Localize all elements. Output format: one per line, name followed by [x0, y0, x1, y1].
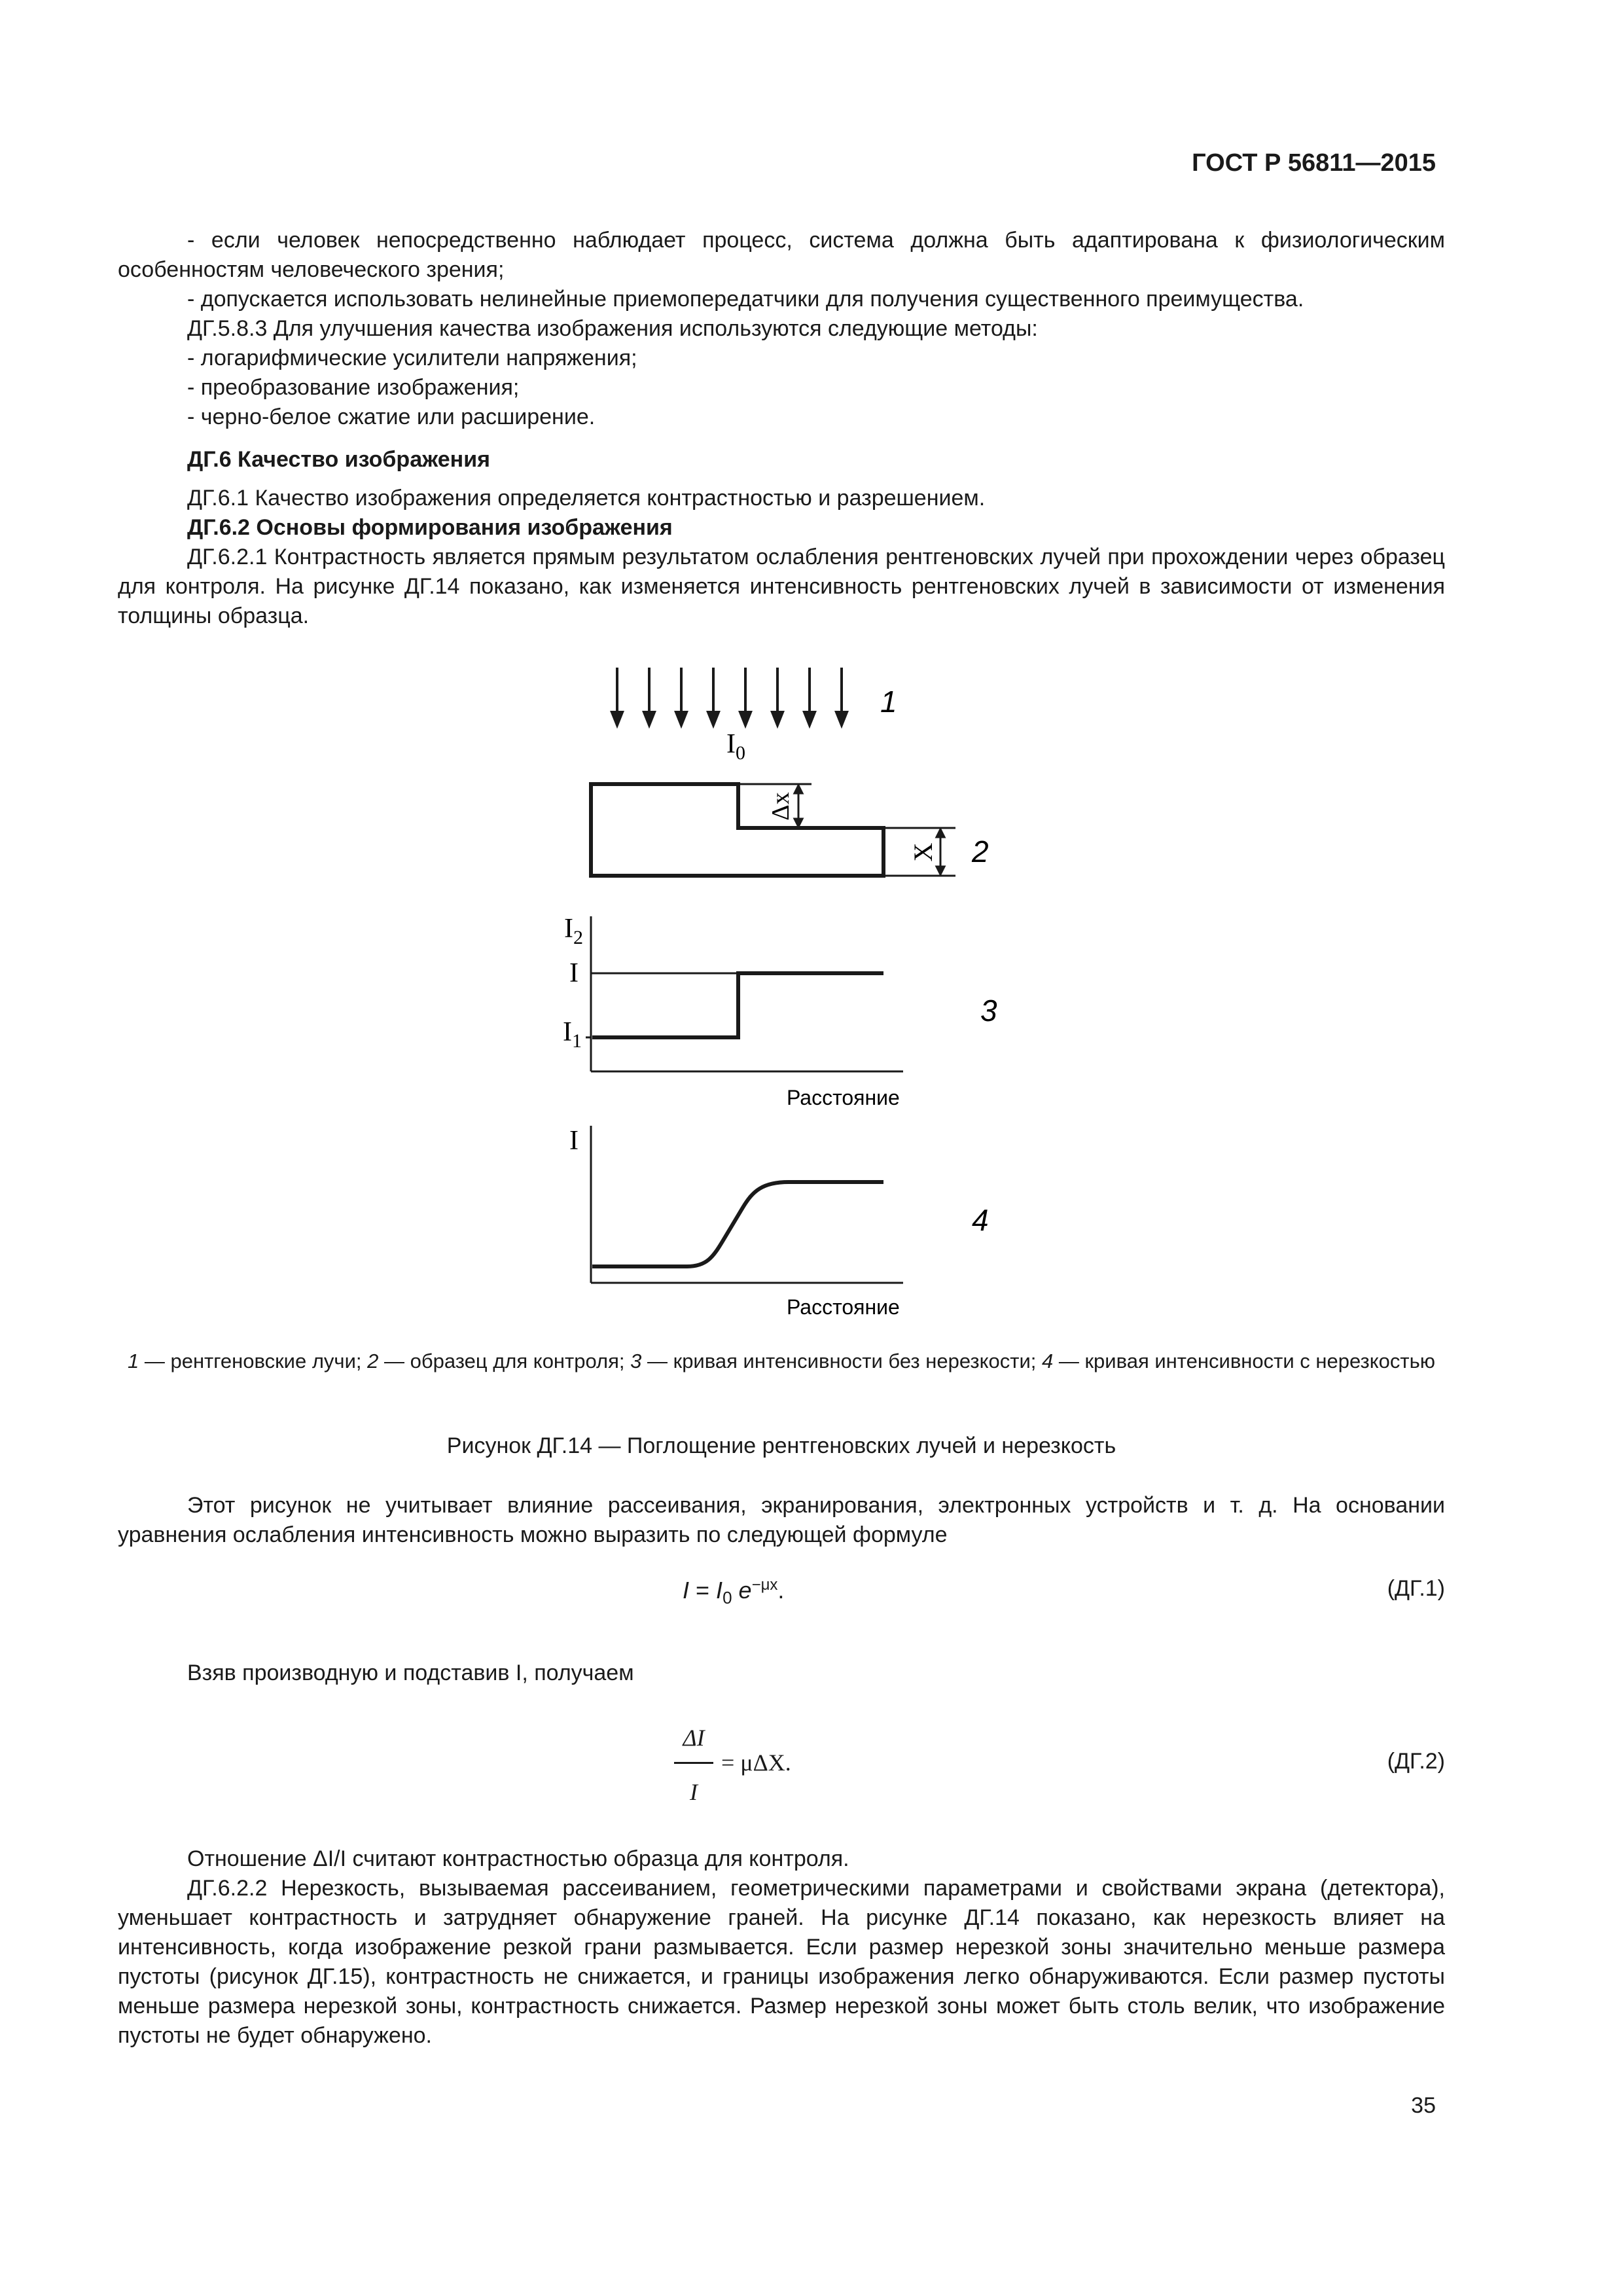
- list-item: ДГ.5.8.3 Для улучшения качества изображения используются следующие методы:: [187, 316, 1038, 341]
- xray-arrow-head: [644, 712, 654, 725]
- legend-text: — рентгеновские лучи;: [139, 1350, 368, 1372]
- paragraph: ДГ.6.1 Качество изображения определяется контрастностью и разрешением.: [187, 486, 986, 511]
- label-3: 3: [980, 994, 997, 1028]
- paragraph: Взяв производную и подставив I, получаем: [187, 1660, 634, 1685]
- paragraph: ДГ.6.2.1 Контрастность является прямым результатом ослабления рентгеновских лучей при прохождении через образец для контроля. На рисунке ДГ.14 показано, как изменяется интенсивность рентгеновских лучей в зависимости от изменения толщины образца.: [118, 545, 1445, 628]
- specimen: [591, 784, 883, 876]
- formula-number: (ДГ.2): [1387, 1749, 1445, 1774]
- text-block-bottom: [118, 1844, 1445, 2051]
- legend-number: 1: [127, 1350, 139, 1372]
- xray-arrow-head: [676, 712, 687, 725]
- label-2: 2: [972, 834, 989, 869]
- label-i0: $I_0$: [726, 729, 745, 764]
- label-i-bottom: I: [569, 1126, 579, 1156]
- label-1: 1: [880, 685, 897, 719]
- page-number: 35: [1411, 2093, 1436, 2118]
- list-item: - допускается использовать нелинейные приемопередатчики для получения существенного преимущества.: [187, 287, 1304, 312]
- formula-rhs: = μΔX.: [721, 1749, 791, 1776]
- xray-arrow-head: [740, 712, 751, 725]
- list-item: - логарифмические усилители напряжения;: [187, 346, 637, 370]
- fraction: [674, 1724, 713, 1806]
- xray-arrow-head: [836, 712, 847, 725]
- xray-arrow-head: [772, 712, 783, 725]
- fraction-bar: [674, 1762, 713, 1764]
- formula-number: (ДГ.1): [1387, 1576, 1445, 1601]
- formula-dg2: [118, 1724, 1445, 1816]
- xray-arrows: [612, 668, 847, 725]
- formula-body: $I = I_0$ $e^{-\mu x}$.: [683, 1576, 785, 1608]
- legend-number: 3: [630, 1350, 642, 1372]
- legend-number: 4: [1042, 1350, 1054, 1372]
- list-item: - черно-белое сжатие или расширение.: [187, 404, 596, 429]
- label-i2: $I_2$: [564, 914, 583, 948]
- paragraph: Отношение ΔI/I считают контрастностью образца для контроля.: [187, 1846, 849, 1871]
- graph-3-axes: [586, 916, 903, 1071]
- figure-title: Рисунок ДГ.14 — Поглощение рентгеновских лучей и нерезкость: [446, 1433, 1116, 1458]
- document-header: ГОСТ Р 56811—2015: [1192, 149, 1436, 177]
- label-i1: $I_1$: [563, 1017, 582, 1052]
- legend-text: — кривая интенсивности с нерезкостью: [1053, 1350, 1436, 1372]
- fraction-numerator: ΔI: [683, 1725, 705, 1751]
- list-item: - преобразование изображения;: [187, 375, 520, 400]
- label-4: 4: [972, 1203, 989, 1237]
- xray-arrow-head: [804, 712, 815, 725]
- label-x: X: [908, 842, 938, 862]
- fraction-denominator: I: [690, 1779, 698, 1805]
- text-block-derive: [118, 1659, 1445, 1688]
- legend-text: — кривая интенсивности без нерезкости;: [641, 1350, 1042, 1372]
- section-heading: ДГ.6.2 Основы формирования изображения: [187, 515, 673, 540]
- label-dx: Δx: [767, 792, 794, 821]
- label-i: I: [569, 958, 579, 988]
- axis-label-distance: Расстояние: [787, 1295, 900, 1319]
- xray-arrow-head: [612, 712, 622, 725]
- paragraph: ДГ.6.2.2 Нерезкость, вызываемая рассеиванием, геометрическими параметрами и свойствами экрана (детектора), уменьшает контрастность и затрудняет обнаружение граней. На рисунке ДГ.14 показано, как нерезкость влияет на интенсивность, когда изображение резкой грани размывается. Если размер нерезкой зоны значительно меньше размера пустоты (рисунок ДГ.15), контрастность не снижается, и границы изображения легко обнаруживаются. Если размер пустоты меньше размера нерезкой зоны, контрастность снижается. Размер нерезкой зоны может быть столь велик, что изображение пустоты не будет обнаружено.: [118, 1876, 1445, 2048]
- figure-legend: [118, 1348, 1445, 1374]
- xray-arrow-head: [708, 712, 719, 725]
- section-heading: ДГ.6 Качество изображения: [187, 447, 490, 472]
- axis-label-distance: Расстояние: [787, 1086, 900, 1109]
- paragraph: Этот рисунок не учитывает влияние рассеивания, экранирования, электронных устройств и т. д. На основании уравнения ослабления интенсивность можно выразить по следующей формуле: [118, 1493, 1445, 1547]
- legend-text: — образец для контроля;: [378, 1350, 631, 1372]
- text-block-middle: [118, 1491, 1445, 1550]
- paragraph: - если человек непосредственно наблюдает процесс, система должна быть адаптирована к физиологическим особенностям человеческого зрения;: [118, 228, 1445, 282]
- legend-number: 2: [367, 1350, 379, 1372]
- curve-with-unsharpness: [592, 1182, 883, 1266]
- curve-without-unsharpness: [592, 973, 883, 1037]
